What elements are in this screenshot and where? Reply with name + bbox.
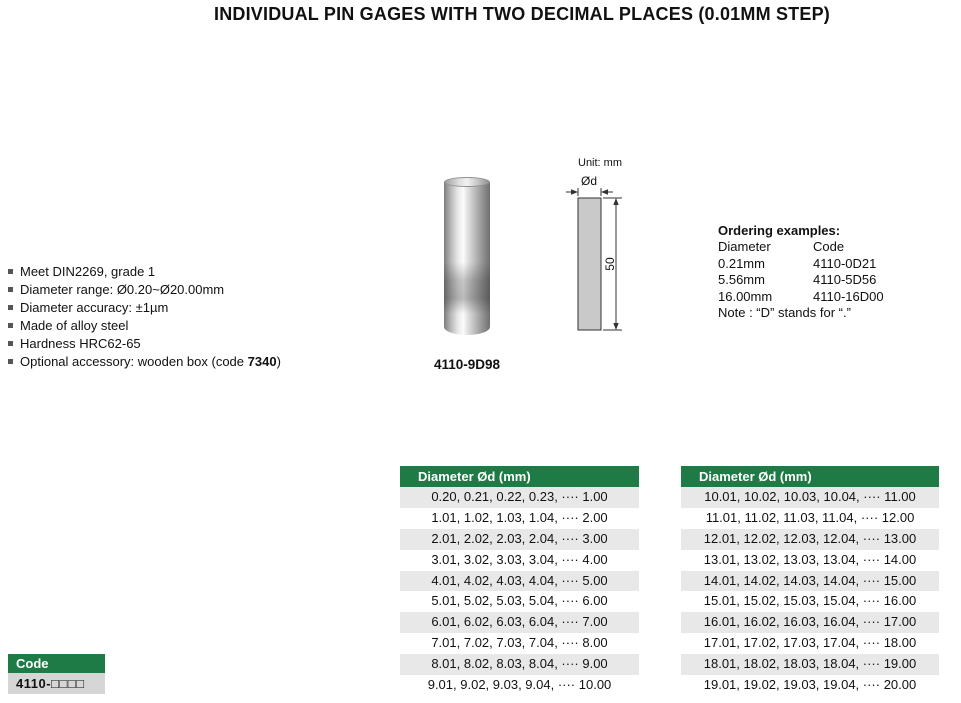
accessory-code: 7340	[247, 354, 277, 369]
table-row: 7.01, 7.02, 7.03, 7.04, ···· 8.00	[400, 633, 639, 654]
feature-text: Hardness HRC62-65	[20, 336, 141, 351]
pin-gage-photo	[444, 177, 490, 340]
ordering-note: Note : “D” stands for “.”	[718, 305, 851, 320]
feature-list	[8, 263, 281, 371]
feature-item	[8, 281, 281, 299]
table-row: 4.01, 4.02, 4.03, 4.04, ···· 5.00	[400, 571, 639, 592]
table-row: 2.01, 2.02, 2.03, 2.04, ···· 3.00	[400, 529, 639, 550]
table-row: 5.01, 5.02, 5.03, 5.04, ···· 6.00	[400, 591, 639, 612]
table-row: 3.01, 3.02, 3.03, 3.04, ···· 4.00	[400, 550, 639, 571]
ordering-title: Ordering examples:	[718, 223, 841, 238]
feature-item	[8, 317, 281, 335]
feature-text: Meet DIN2269, grade 1	[20, 264, 156, 279]
ordering-code: 4110-0D21	[813, 255, 877, 271]
feature-text: Diameter range: Ø0.20~Ø20.00mm	[20, 282, 225, 297]
ordering-diameter: 5.56mm	[718, 272, 765, 287]
dimension-drawing	[558, 152, 650, 347]
code-box	[8, 654, 105, 694]
table-row: 9.01, 9.02, 9.03, 9.04, ···· 10.00	[400, 675, 639, 696]
diameter-table-left	[400, 466, 639, 696]
ordering-examples	[718, 222, 884, 322]
table-row: 19.01, 19.02, 19.03, 19.04, ···· 20.00	[681, 675, 939, 696]
table-row: 0.20, 0.21, 0.22, 0.23, ···· 1.00	[400, 487, 639, 508]
table-row: 6.01, 6.02, 6.03, 6.04, ···· 7.00	[400, 612, 639, 633]
arrowhead-icon	[601, 189, 608, 194]
diameter-table-right	[681, 466, 939, 696]
table-row: 17.01, 17.02, 17.03, 17.04, ···· 18.00	[681, 633, 939, 654]
model-label: 4110-9D98	[433, 357, 501, 372]
bullet-icon	[8, 269, 13, 274]
ordering-col-header: Diameter	[718, 239, 771, 254]
pin-body	[444, 182, 490, 335]
bullet-icon	[8, 341, 13, 346]
page-title: INDIVIDUAL PIN GAGES WITH TWO DECIMAL PLACES (0.01MM STEP)	[214, 4, 830, 24]
table-row: 16.01, 16.02, 16.03, 16.04, ···· 17.00	[681, 612, 939, 633]
code-box-value: 4110-□□□□	[8, 673, 105, 694]
feature-text: Optional accessory: wooden box (code	[20, 354, 248, 369]
pin-profile-rect	[578, 198, 601, 330]
ordering-diameter: 16.00mm	[718, 288, 773, 304]
feature-text: Diameter accuracy: ±1µm	[20, 300, 169, 315]
feature-item	[8, 335, 281, 353]
table-row: 15.01, 15.02, 15.03, 15.04, ···· 16.00	[681, 591, 939, 612]
ordering-col-header: Code	[813, 239, 845, 254]
length-dim-label: 50	[603, 257, 617, 271]
feature-text: )	[276, 354, 281, 369]
table-row: 11.01, 11.02, 11.03, 11.04, ···· 12.00	[681, 508, 939, 529]
table-header: Diameter Ød (mm)	[400, 466, 639, 487]
table-row: 12.01, 12.02, 12.03, 12.04, ···· 13.00	[681, 529, 939, 550]
bullet-icon	[8, 359, 13, 364]
arrowhead-icon	[613, 323, 618, 330]
ordering-diameter: 0.21mm	[718, 255, 765, 271]
bullet-icon	[8, 323, 13, 328]
bullet-icon	[8, 287, 13, 292]
table-row: 14.01, 14.02, 14.03, 14.04, ···· 15.00	[681, 571, 939, 592]
unit-label: Unit: mm	[578, 157, 622, 169]
feature-item	[8, 299, 281, 317]
bullet-icon	[8, 305, 13, 310]
pin-top-face	[444, 177, 490, 187]
ordering-table	[718, 239, 884, 305]
table-row: 18.01, 18.02, 18.03, 18.04, ···· 19.00	[681, 654, 939, 675]
arrowhead-icon	[571, 189, 578, 194]
code-box-header: Code	[8, 654, 105, 673]
table-row: 1.01, 1.02, 1.03, 1.04, ···· 2.00	[400, 508, 639, 529]
feature-item	[8, 263, 281, 281]
table-header: Diameter Ød (mm)	[681, 466, 939, 487]
ordering-code: 4110-16D00	[813, 288, 884, 304]
arrowhead-icon	[613, 198, 618, 205]
ordering-code: 4110-5D56	[813, 272, 877, 287]
table-row: 13.01, 13.02, 13.03, 13.04, ···· 14.00	[681, 550, 939, 571]
feature-item-accessory	[8, 353, 281, 371]
table-row: 8.01, 8.02, 8.03, 8.04, ···· 9.00	[400, 654, 639, 675]
feature-text: Made of alloy steel	[20, 318, 129, 333]
table-row: 10.01, 10.02, 10.03, 10.04, ···· 11.00	[681, 487, 939, 508]
diameter-dim-label: Ød	[580, 174, 598, 188]
